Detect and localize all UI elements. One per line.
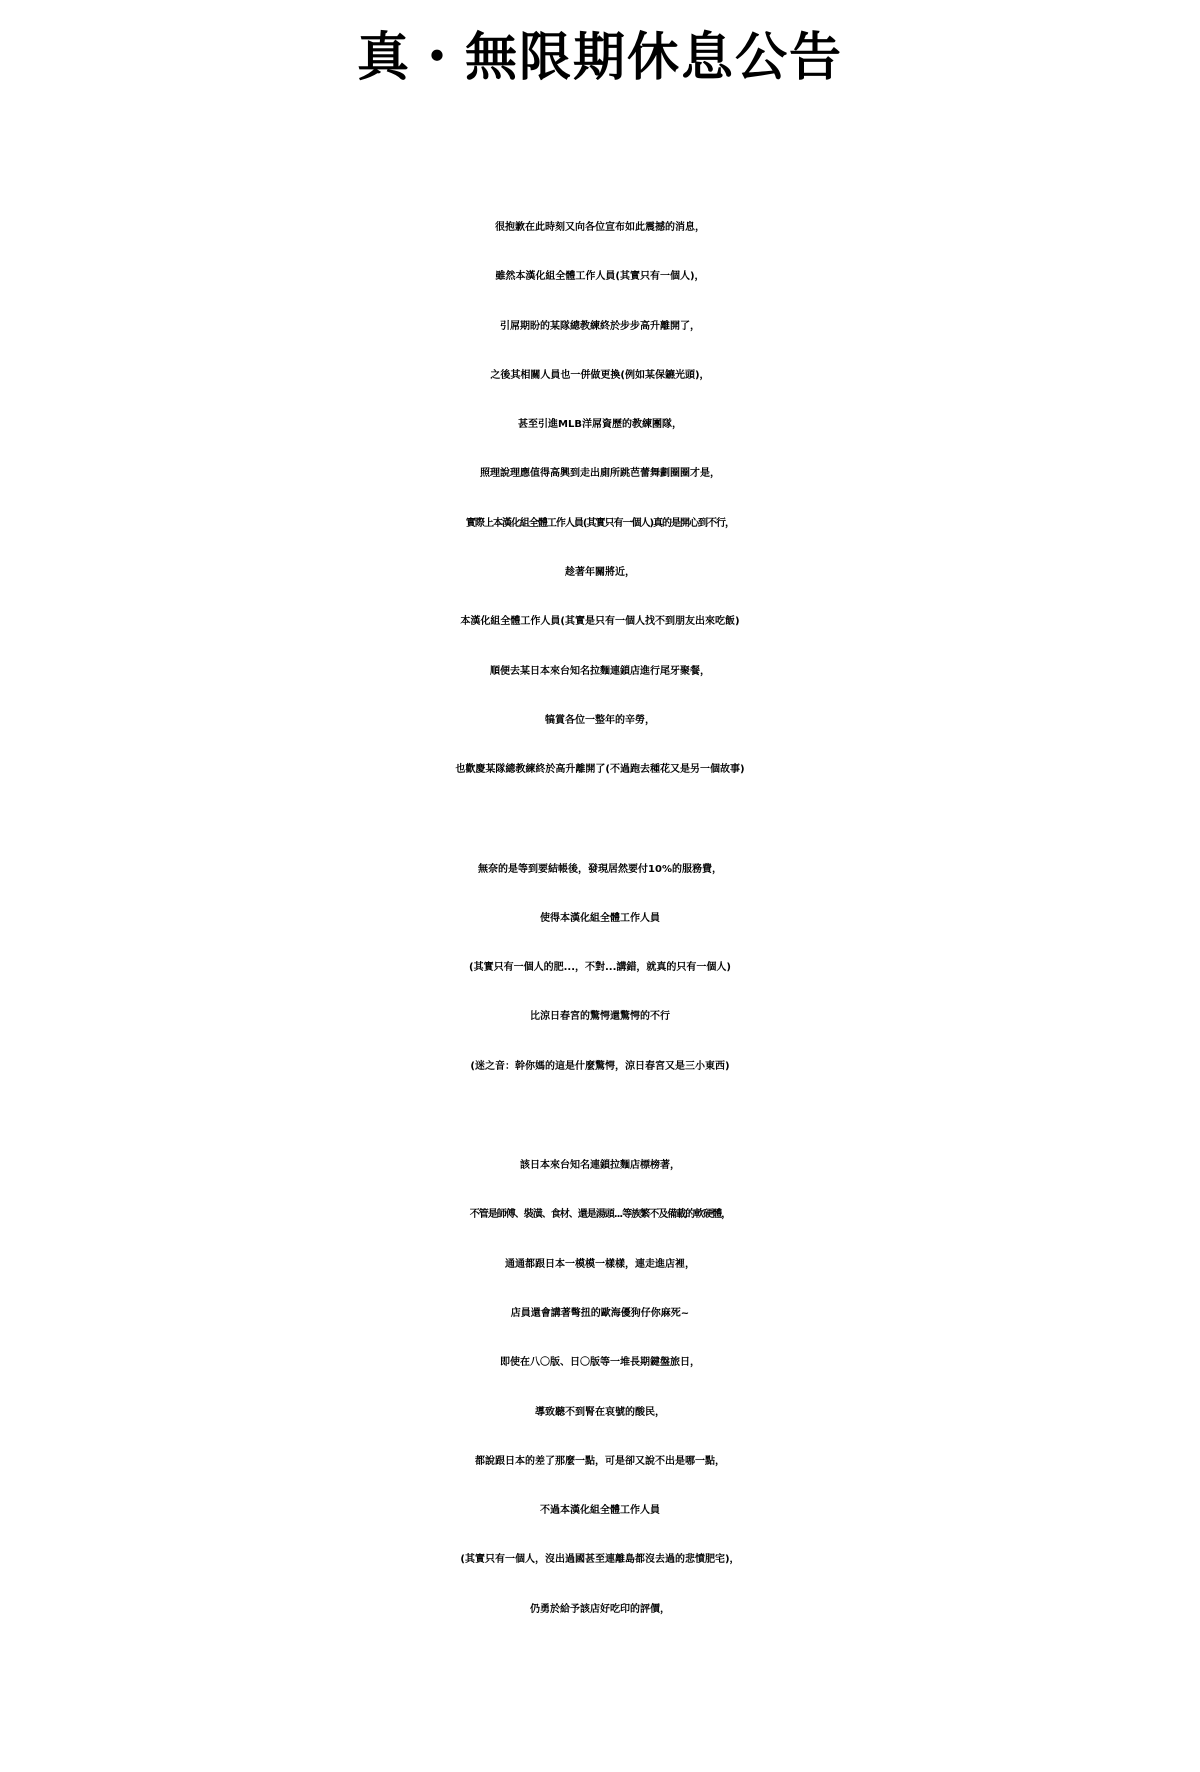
text-line: 很抱歉在此時刻又向各位宣布如此震撼的消息， <box>495 222 705 233</box>
text-line: 不管是師傅、裝潢、食材、還是湯頭...等族繁不及備載的軟硬體， <box>469 1209 731 1221</box>
text-line: 即使在八〇版、日〇版等一堆長期鍵盤旅日， <box>500 1357 700 1369</box>
text-line: 雖然本漢化組全體工作人員(其實只有一個人)， <box>495 271 705 283</box>
text-line: 導致聽不到腎在哀號的酸民， <box>535 1406 665 1418</box>
text-line: 順便去某日本來台知名拉麵連鎖店進行尾牙聚餐， <box>490 665 710 677</box>
text-line: 實際上本漢化組全體工作人員(其實只有一個人)真的是開心到不行， <box>465 517 735 529</box>
paragraph-1 <box>0 203 1200 795</box>
text-line: 使得本漢化組全體工作人員 <box>540 912 660 924</box>
text-line: 甚至引進MLB洋屌資歷的教練團隊， <box>518 419 682 431</box>
text-line: 犒賞各位一整年的辛勞， <box>545 714 655 726</box>
announcement-body <box>0 203 1200 1684</box>
text-line: 店員還會講著彆扭的歐海優狗仔你麻死~ <box>510 1307 690 1319</box>
text-line: 都說跟日本的差了那麼一點，可是卻又說不出是哪一點， <box>475 1455 725 1467</box>
text-line: (其實只有一個人，沒出過國甚至連離島都沒去過的悲憤肥宅)， <box>460 1554 740 1566</box>
text-line: 也歡慶某隊總教練終於高升離開了(不過跑去種花又是另一個故事) <box>455 764 745 776</box>
text-line: 照理說理應值得高興到走出廁所跳芭蕾舞劃圈圈才是， <box>480 468 720 480</box>
text-line: 無奈的是等到要結帳後，發現居然要付10%的服務費， <box>478 863 722 875</box>
text-line: 該日本來台知名連鎖拉麵店標榜著， <box>520 1160 680 1172</box>
paragraph-3 <box>0 1141 1200 1634</box>
text-line: 之後其相關人員也一併做更換(例如某保鑣光頭)， <box>490 369 710 381</box>
announcement-title: 真・無限期休息公告 <box>356 28 843 88</box>
text-line: 通通都跟日本一模模一樣樣，連走進店裡， <box>505 1258 695 1270</box>
text-line: (其實只有一個人的肥...，不對...講錯，就真的只有一個人) <box>469 962 731 974</box>
text-line: 比涼日春宮的驚愕還驚愕的不行 <box>530 1011 670 1023</box>
text-line: 仍勇於給予該店好吃印的評價， <box>530 1603 670 1615</box>
text-line: (迷之音：幹你媽的這是什麼驚愕，涼日春宮又是三小東西) <box>470 1060 730 1072</box>
text-line: 引屌期盼的某隊總教練終於步步高升離開了， <box>500 320 700 332</box>
text-line: 趁著年關將近， <box>565 567 635 579</box>
text-line: 不過本漢化組全體工作人員 <box>540 1505 660 1517</box>
text-line: 本漢化組全體工作人員(其實是只有一個人找不到朋友出來吃飯) <box>460 616 740 628</box>
paragraph-2 <box>0 845 1200 1091</box>
